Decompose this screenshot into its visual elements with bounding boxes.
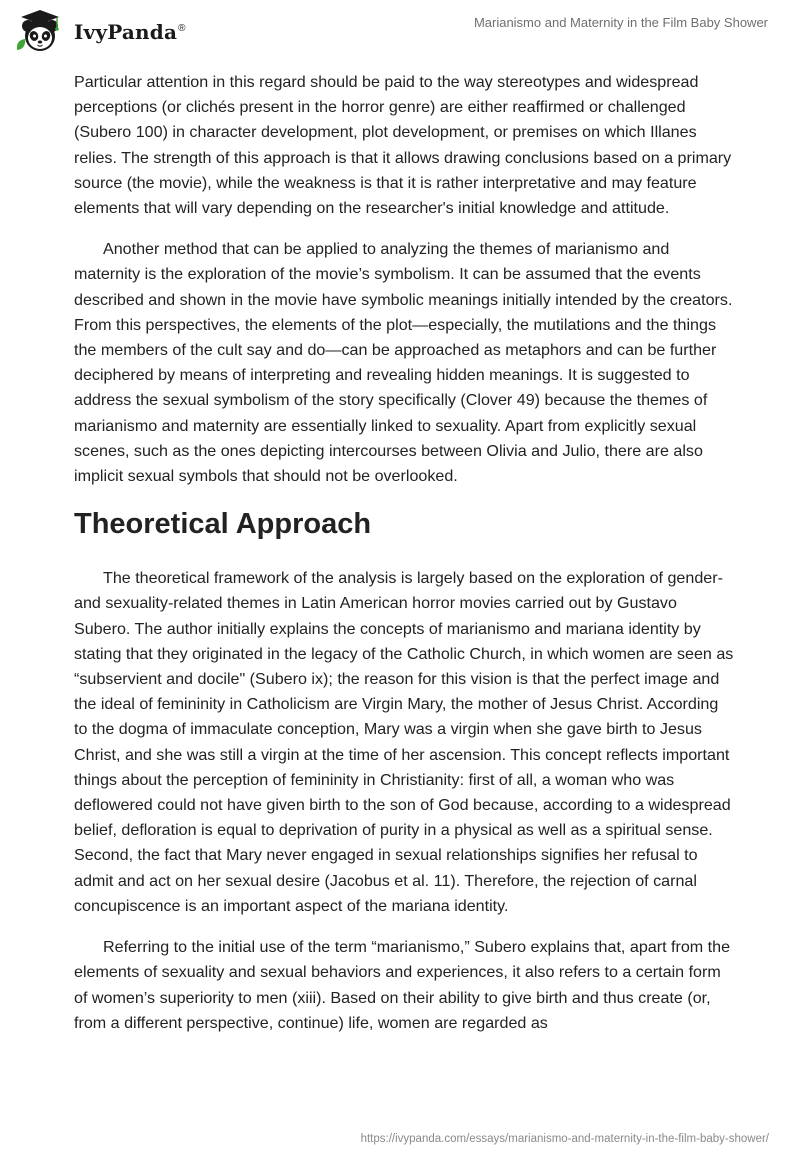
paragraph: Another method that can be applied to analyzing the themes of marianismo and maternity is the exploration of the movie’s symbolism. It can be assumed that the events described and shown in the movie have symbolic meanings initially intended by the creators. From this perspectives, the elements of the plot—especially, the mutilations and the things the members of the cult say and do—can be approached as metaphors and can be further deciphered by means of interpreting and revealing hidden meanings. It is suggested to address the sexual symbolism of the story specifically (Clover 49) because the themes of marianismo and maternity are essentially linked to sexuality. Apart from explicitly sexual scenes, such as the ones depicting intercourses between Olivia and Julio, there are also implicit sexual symbols that should not be overlooked.	[74, 240, 733, 486]
paragraph: Referring to the initial use of the term “marianismo,” Subero explains that, apart from the elements of sexuality and sexual behaviors and experiences, it also refers to a certain form of women’s superiority to men (xiii). Based on their ability to give birth and thus create (or, from a different perspective, continue) life, women are regarded as	[74, 938, 731, 1032]
paragraph: Particular attention in this regard should be paid to the way stereotypes and widespread perceptions (or clichés present in the horror genre) are either reaffirmed or challenged (Subero 100) in character development, plot development, or premises on which Illanes relies. The strength of this approach is that it allows drawing conclusions based on a primary source (the movie), while the weakness is that it is rather interpretative and may feature elements that will vary depending on the researcher's initial knowledge and attitude.	[74, 73, 732, 218]
page-header	[0, 0, 800, 70]
section-heading: Theoretical Approach	[74, 508, 372, 541]
running-title: Marianismo and Maternity in the Film Baby Shower	[473, 15, 768, 30]
ivypanda-logo[interactable]	[14, 8, 186, 54]
paragraph: The theoretical framework of the analysis is largely based on the exploration of gender- and sexuality-related themes in Latin American horror movies carried out by Gustavo Subero. The author initially explains the concepts of marianismo and mariana identity by stating that they originated in the legacy of the Catholic Church, in which women are seen as “subservient and docile" (Subero ix); the reason for this vision is that the perfect image and the ideal of femininity in Catholicism are Virgin Mary, the mother of Jesus Christ. According to the dogma of immaculate conception, Mary was a virgin when she gave birth to Jesus Christ, and she was still a virgin at the time of her ascension. This concept reflects important things about the perception of femininity in Christianity: first of all, a woman who was deflowered could not have given birth to the son of God because, according to a widespread belief, defloration is equal to deprivation of purity in a physical as well as a spiritual sense. Second, the fact that Mary never engaged in sexual relationships signifies her refusal to admit and act on her sexual desire (Jacobus et al. 11). Therefore, the rejection of carnal concupiscence is an important aspect of the mariana identity.	[74, 569, 734, 915]
source-url[interactable]: https://ivypanda.com/essays/marianismo-and-maternity-in-the-film-baby-shower/	[360, 1133, 769, 1145]
panda-graduate-icon	[14, 8, 66, 54]
essay-content	[74, 70, 734, 1052]
registered-mark: ®	[178, 23, 186, 35]
logo-text: IvyPanda®	[74, 20, 186, 44]
